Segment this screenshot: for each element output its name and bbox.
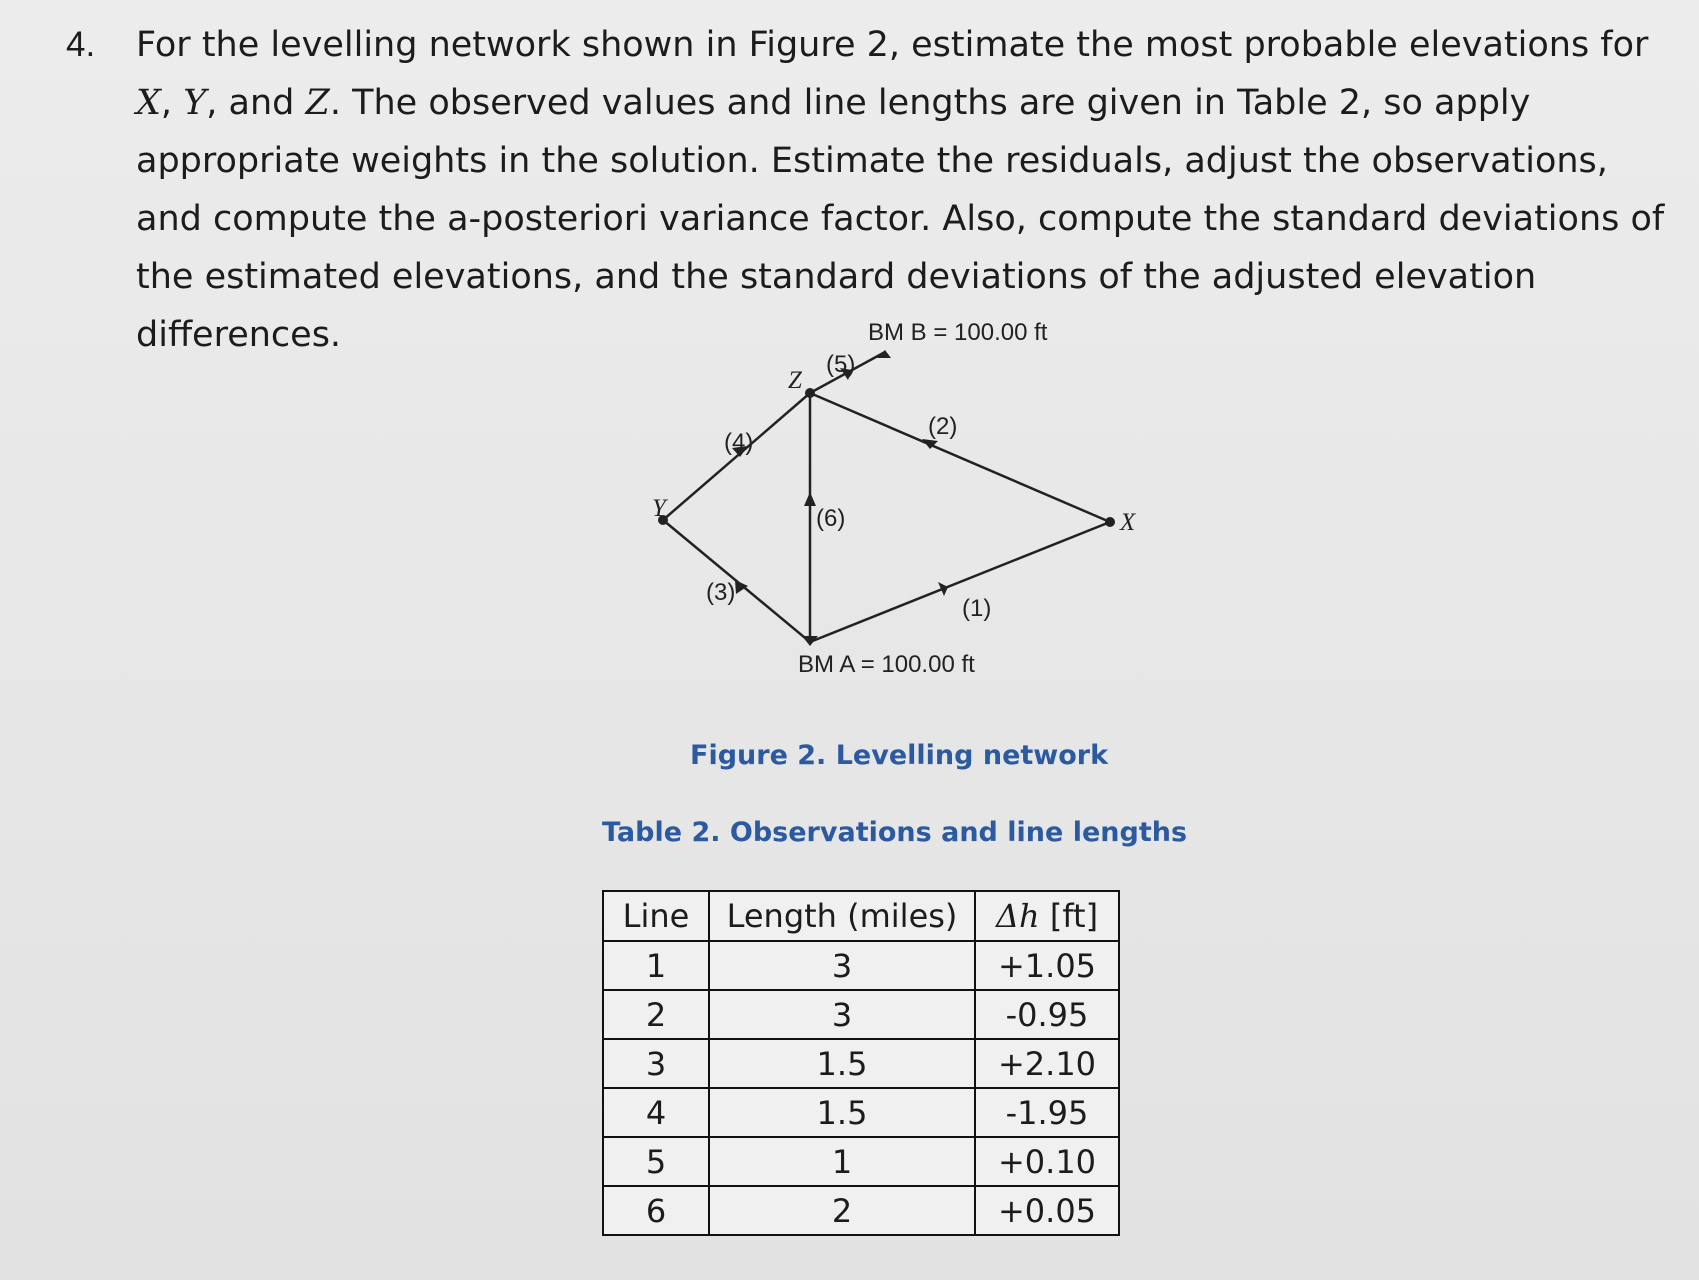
line-label-6: (6): [816, 505, 846, 532]
table-row: [603, 1039, 1119, 1088]
observations-table: [602, 890, 1120, 1236]
table-row: [603, 1137, 1119, 1186]
cell-line: 2: [603, 990, 709, 1039]
cell-line: 4: [603, 1088, 709, 1137]
table-row: [603, 990, 1119, 1039]
arrow-line-6: [804, 492, 816, 506]
cell-line: 6: [603, 1186, 709, 1235]
table-row: [603, 1088, 1119, 1137]
cell-length: 3: [709, 941, 975, 990]
question-number: 4.: [66, 25, 96, 64]
cell-dh: -0.95: [975, 990, 1119, 1039]
cell-length: 1: [709, 1137, 975, 1186]
line-label-5: (5): [826, 351, 856, 378]
table-caption: Table 2. Observations and line lengths: [602, 817, 1188, 848]
table-row: [603, 1186, 1119, 1235]
line-label-3: (3): [706, 579, 736, 606]
cell-line: 1: [603, 941, 709, 990]
cell-line: 5: [603, 1137, 709, 1186]
bm-a-label: BM A = 100.00 ft: [798, 651, 975, 678]
line-label-2: (2): [928, 413, 958, 440]
levelling-network-figure: [620, 319, 1180, 710]
point-z-marker: [805, 388, 815, 398]
point-x-label: X: [1120, 509, 1136, 536]
cell-dh: +2.10: [975, 1039, 1119, 1088]
line-label-4: (4): [724, 429, 754, 456]
figure-caption: Figure 2. Levelling network: [690, 740, 1109, 771]
cell-length: 3: [709, 990, 975, 1039]
cell-dh: +0.10: [975, 1137, 1119, 1186]
line-1: [810, 522, 1110, 642]
header-line: Line: [603, 891, 709, 941]
cell-dh: -1.95: [975, 1088, 1119, 1137]
line-2: [810, 393, 1110, 522]
cell-line: 3: [603, 1039, 709, 1088]
cell-dh: +0.05: [975, 1186, 1119, 1235]
cell-length: 1.5: [709, 1088, 975, 1137]
point-x-marker: [1105, 517, 1115, 527]
network-diagram: [620, 319, 1180, 710]
table-row: [603, 941, 1119, 990]
header-dh: Δh [ft]: [975, 891, 1119, 941]
cell-length: 1.5: [709, 1039, 975, 1088]
cell-dh: +1.05: [975, 941, 1119, 990]
line-label-1: (1): [962, 595, 992, 622]
line-4: [663, 393, 810, 520]
table-header-row: [603, 891, 1119, 941]
bm-b-label: BM B = 100.00 ft: [868, 319, 1048, 346]
cell-length: 2: [709, 1186, 975, 1235]
arrow-line-3: [735, 580, 748, 594]
point-z-label: Z: [788, 367, 802, 394]
point-y-label: Y: [652, 495, 666, 522]
question-text: For the levelling network shown in Figure 2, estimate the most probable elevations for X, Y, and Z. The observed values and line lengths are given in Table 2, so apply appropriate weights in the solution. Estimate the residuals, adjust the observations, and compute the a-posteriori variance factor. Also, compute the standard deviations of the estimated elevations, and the standard deviations of the adjusted elevation differences.: [136, 25, 1665, 355]
header-length: Length (miles): [709, 891, 975, 941]
